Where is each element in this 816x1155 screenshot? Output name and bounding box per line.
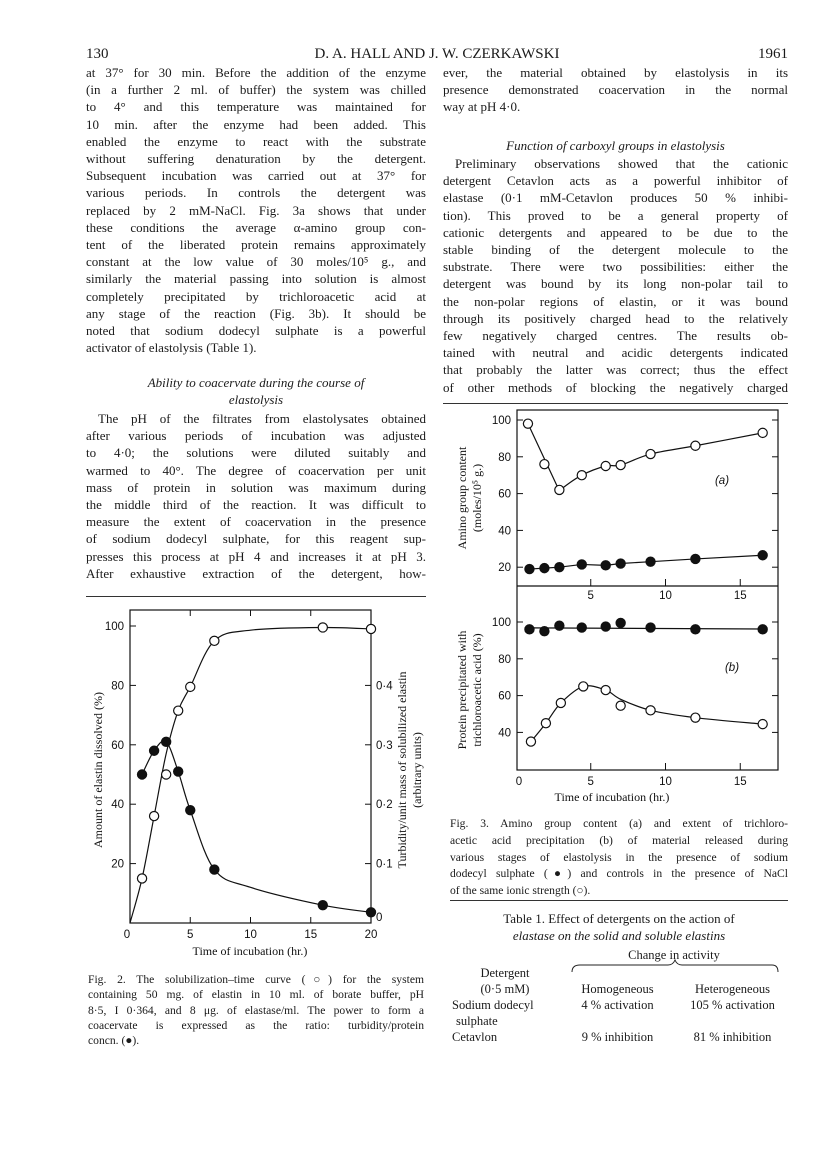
text-line: Preliminary observations showed that the cationic <box>455 156 788 171</box>
cell-detergent: Cetavlon <box>452 1030 498 1044</box>
text-line: the non-polar regions of elastin, or it was bound <box>443 293 788 309</box>
fig2-x-tick-label: 10 <box>244 929 257 941</box>
text-line: these conditions the average α-amino group con- <box>86 219 426 235</box>
open-point-fig2 <box>137 874 146 883</box>
text-line: After exhaustive extraction of the detergent, how- <box>86 565 426 581</box>
fig2-x-tick-label: 20 <box>364 929 378 941</box>
fig2-plot-frame <box>130 610 371 923</box>
text-line: presses this process at pH 4 and increases it at pH 3. <box>86 548 426 564</box>
filled-point-fig3a <box>691 554 700 563</box>
text-line: activator of elastolysis (Table 1). <box>86 340 257 356</box>
open-point-fig2 <box>150 811 159 820</box>
text-line: similarly the material passing into solution is almost <box>86 271 426 287</box>
text-line: to 4·0; the solutions were diluted suitably and <box>86 445 426 461</box>
cell-homogeneous: 9 % inhibition <box>581 1030 654 1044</box>
filled-point-fig3b <box>577 623 586 632</box>
fig2-y2-tick-label: 0·4 <box>376 680 393 693</box>
fig2-y2-tick-label: 0 <box>376 912 383 924</box>
fig2-y-tick-label: 80 <box>111 680 124 693</box>
filled-point-fig2 <box>210 865 219 874</box>
fig2-x-axis-label: Time of incubation (hr.) <box>192 944 308 958</box>
text-line: noted that sodium dodecyl sulphate is a powerful <box>86 323 426 338</box>
text-line: detergent Cetavlon acts as a powerful inhibitor of <box>443 173 788 189</box>
open-point-fig3a <box>616 460 625 469</box>
text-line: (in a further 2 ml. of buffer) the system was chilled <box>86 82 426 98</box>
open-point-fig2 <box>366 624 375 633</box>
filled-point-fig3a <box>758 551 767 560</box>
fig3a-y-tick-label: 40 <box>498 525 511 538</box>
text-line: acetic acid precipitation (b) of material released during <box>450 833 788 847</box>
heading-line: Ability to coacervate during the course of <box>147 375 365 390</box>
cell-heterogeneous: 81 % inhibition <box>693 1030 772 1044</box>
text-line: warmed to 40°. The degree of coacervation per unit <box>86 462 426 478</box>
fig2-y-axis-label: Amount of elastin dissolved (%) <box>91 692 105 848</box>
open-point-fig3b <box>541 719 550 728</box>
filled-point-fig3b <box>525 625 534 634</box>
col-header-homogeneous: Homogeneous <box>581 982 654 996</box>
cell-detergent: Sodium dodecyl sulphate <box>452 998 534 1028</box>
filled-point-fig3b <box>616 618 625 627</box>
fig3b-y-tick-label: 40 <box>498 727 511 740</box>
text-line: concn. (●). <box>88 1034 140 1048</box>
fig3b-x-tick-label: 15 <box>733 776 747 788</box>
filled-point-fig3a <box>601 561 610 570</box>
filled-point-fig3a <box>540 564 549 573</box>
fig3b-x-tick-label: 10 <box>659 776 672 788</box>
table-title-line: elastase on the solid and soluble elastins <box>512 928 726 943</box>
text-line: The pH of the filtrates from elastolysates obtained <box>98 411 426 426</box>
filled-point-fig2 <box>162 737 171 746</box>
fig3a-y-tick-label: 100 <box>491 415 511 427</box>
text-line: to 4° and this temperature was maintained for <box>86 99 426 115</box>
filled-point-fig3b <box>555 621 564 630</box>
open-point-fig3b <box>616 701 625 710</box>
filled-point-fig3a <box>616 559 625 568</box>
open-point-fig3a <box>540 460 549 469</box>
open-point-fig3a <box>758 428 767 437</box>
text-line: few negatively charged centres. The results ob- <box>443 328 788 343</box>
text-line: ever, the material obtained by elastolysis in its <box>443 65 788 80</box>
fig3b-y-tick-label: 80 <box>498 653 511 666</box>
text-line: that probably the latter was correct; thus the effect <box>443 362 788 378</box>
text-line: constant at the low value of 30 moles/10⁵ g., and <box>86 254 426 270</box>
text-line: of sodium dodecyl sulphate, for this reagent sup- <box>86 531 426 547</box>
text-line: dodecyl sulphate (●) and controls in the presence of NaCl <box>450 867 788 881</box>
table-group-header: Change in activity <box>628 948 720 962</box>
text-line: presence demonstrated coacervation in the normal <box>443 82 788 98</box>
fig3b-x-tick-label: 5 <box>587 776 594 788</box>
fig3a-x-tick-label: 5 <box>587 590 594 602</box>
text-line: various periods. In controls the detergent was <box>86 185 426 201</box>
fig2-y-tick-label: 60 <box>111 739 124 752</box>
page-number: 130 <box>86 46 109 62</box>
cell-homogeneous: 4 % activation <box>581 998 654 1012</box>
open-point-fig3b <box>691 713 700 722</box>
filled-point-fig2 <box>186 806 195 815</box>
text-line: coacervate is expressed as the ratio: turbidity/protein <box>88 1018 424 1032</box>
text-line: completely precipitated by trichloroacetic acid at <box>86 288 426 304</box>
open-point-fig3a <box>601 461 610 470</box>
open-point-fig2 <box>162 770 171 779</box>
fig2-x-tick-label: 5 <box>187 929 194 941</box>
filled-point-fig3b <box>646 623 655 632</box>
filled-point-fig3b <box>691 625 700 634</box>
text-line: containing 50 mg. of elastin in 10 ml. of borate buffer, pH <box>88 988 424 1002</box>
fig2-x-tick-label: 15 <box>304 929 318 941</box>
fig3b-y-tick-label: 100 <box>491 617 511 629</box>
running-title: D. A. HALL AND J. W. CZERKAWSKI <box>314 46 560 62</box>
filled-point-fig3a <box>646 557 655 566</box>
text-line: tion). This proved to be a general property of <box>443 207 788 223</box>
filled-point-fig2 <box>150 746 159 755</box>
text-line: tained with neutral and acidic detergents indicated <box>443 345 788 361</box>
open-point-fig3b <box>758 720 767 729</box>
fig3b-y-axis-label: trichloroacetic acid (%) <box>470 633 484 747</box>
fig3a-x-tick-label: 10 <box>659 590 672 602</box>
text-line: measure the extent of coacervation in the presence <box>86 514 426 530</box>
text-line: of other methods of blocking the negatively charged <box>443 379 788 395</box>
open-point-fig3a <box>577 471 586 480</box>
open-point-fig3a <box>691 441 700 450</box>
fig2-x-tick-label: 0 <box>123 929 131 941</box>
fig2-y2-axis-label: (arbitrary units) <box>410 732 424 808</box>
open-point-fig3b <box>579 682 588 691</box>
open-point-fig3b <box>646 706 655 715</box>
text-line: elastase (0·1 mM-Cetavlon produces 50 % inhibi- <box>443 190 788 206</box>
fig3a-y-axis-label: Amino group content <box>455 446 469 550</box>
text-line: of the same ionic strength (○). <box>450 884 591 898</box>
filled-point-fig3b <box>758 625 767 634</box>
open-point-fig2 <box>318 623 327 632</box>
fig3a-panel-label: (a) <box>714 475 730 487</box>
fig3a-y-tick-label: 60 <box>498 488 511 501</box>
open-point-fig3b <box>556 698 565 707</box>
fig3a-y-axis-label: (moles/10⁵ g.) <box>470 463 484 533</box>
fig3b-x-tick-label: 0 <box>515 776 523 788</box>
text-line: through its positively charged head to the relatively <box>443 310 788 326</box>
text-line: way at pH 4·0. <box>443 99 521 115</box>
heading-line: elastolysis <box>228 392 284 407</box>
col-header-heterogeneous: Heterogeneous <box>695 982 770 996</box>
text-line: at 37° for 30 min. Before the addition of the enzyme <box>86 65 426 80</box>
text-line: Fig. 2. The solubilization–time curve (○) for the system <box>88 973 424 986</box>
filled-point-fig2 <box>318 901 327 910</box>
fig3-x-axis-label: Time of incubation (hr.) <box>554 790 670 804</box>
fig2-y-tick-label: 20 <box>111 858 124 871</box>
fig3a-y-tick-label: 80 <box>498 451 511 464</box>
text-line: replaced by 2 mM-NaCl. Fig. 3a shows that under <box>86 202 426 218</box>
filled-point-fig3a <box>525 564 534 573</box>
fig2-turbidity-curve <box>142 741 371 912</box>
fig3b-panel-label: (b) <box>724 662 740 674</box>
text-line: Fig. 3. Amino group content (a) and extent of trichloro- <box>450 817 788 830</box>
text-line: cationic detergents and appeared to be due to the <box>443 224 788 240</box>
text-line: substrate. There were two possibilities: either the <box>443 259 788 275</box>
fig2-y2-tick-label: 0·1 <box>376 858 393 871</box>
text-line: mass of protein in solution was maximum during <box>86 479 426 495</box>
open-point-fig3b <box>601 685 610 694</box>
year: 1961 <box>758 46 788 62</box>
text-line: stable binding of the detergent molecule to the <box>443 242 788 257</box>
text-line: detergent was bound by its long non-polar tail to <box>443 276 788 292</box>
open-point-fig3b <box>526 737 535 746</box>
filled-point-fig2 <box>137 770 146 779</box>
section-heading-carboxyl: Function of carboxyl groups in elastolysis <box>506 138 725 153</box>
fig3a-y-tick-label: 20 <box>498 562 511 575</box>
fig3b-y-axis-label: Protein precipitated with <box>455 630 469 750</box>
filled-point-fig3b <box>601 622 610 631</box>
filled-point-fig2 <box>366 908 375 917</box>
filled-point-fig2 <box>174 767 183 776</box>
fig3a-x-tick-label: 15 <box>733 590 747 602</box>
filled-point-fig3a <box>555 563 564 572</box>
fig2-y2-axis-label: Turbidity/unit mass of solubilized elastin <box>395 671 409 869</box>
open-point-fig3a <box>646 449 655 458</box>
cell-heterogeneous: 105 % activation <box>690 998 775 1012</box>
text-line: Subsequent incubation was carried out at 37° for <box>86 168 426 184</box>
open-point-fig2 <box>174 706 183 715</box>
fig2-y-tick-label: 40 <box>111 799 124 812</box>
filled-point-fig3b <box>540 627 549 636</box>
text-line: without suffering denaturation by the detergent. <box>86 151 426 166</box>
col-header-detergent: Detergent (0·5 mM) <box>480 966 530 996</box>
table-title-line: Table 1. Effect of detergents on the action of <box>503 911 735 926</box>
text-line: the middle third of the reaction. It was difficult to <box>86 497 426 512</box>
fig2-y2-tick-label: 0·3 <box>376 739 393 752</box>
text-line: enabled the enzyme to react with the substrate <box>86 133 426 149</box>
filled-point-fig3a <box>577 560 586 569</box>
text-line: various stages of elastolysis in the presence of sodium <box>450 850 788 864</box>
open-point-fig2 <box>186 682 195 691</box>
text-line: 10 min. after the enzyme had been added. This <box>86 116 426 132</box>
text-line: any stage of the reaction (Fig. 3b). It should be <box>86 305 426 321</box>
text-line: tent of the liberated protein remains approximately <box>86 237 426 252</box>
text-line: 8·5, I 0·364, and 8 μg. of elastase/ml. The power to form a <box>88 1003 424 1017</box>
open-point-fig2 <box>210 636 219 645</box>
fig2-y2-tick-label: 0·2 <box>376 799 393 812</box>
fig3b-y-tick-label: 60 <box>498 690 511 703</box>
open-point-fig3a <box>555 485 564 494</box>
text-line: after various periods of incubation was adjusted <box>86 428 426 444</box>
fig2-y-tick-label: 100 <box>104 621 124 633</box>
open-point-fig3a <box>523 419 532 428</box>
